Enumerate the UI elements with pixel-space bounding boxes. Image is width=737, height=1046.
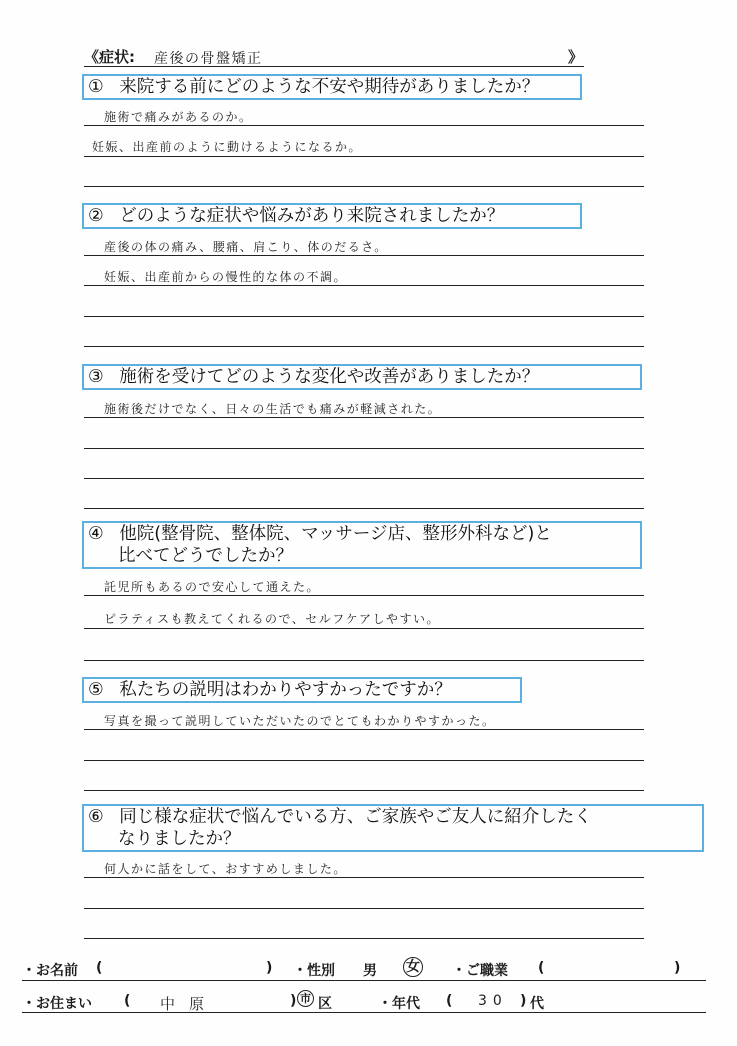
name-label: ・お名前	[22, 963, 78, 979]
answer-line: 妊娠、出産前のように動けるようになるか。	[92, 140, 363, 154]
answer-line: 妊娠、出産前からの慢性的な体の不調。	[104, 270, 348, 284]
question-2	[88, 205, 504, 227]
job-open: (	[538, 960, 545, 976]
question-text: どのような症状や悩みがあり来院されましたか？	[119, 206, 505, 226]
question-4	[88, 523, 552, 545]
gender-female	[403, 957, 423, 977]
question-text: 来院する前にどのような不安や期待がありましたか？	[119, 77, 540, 97]
address-close: )	[290, 993, 297, 1009]
address-value: 中原	[160, 995, 219, 1013]
answer-line: 写真を撮って説明していただいたのでとてもわかりやすかった。	[104, 714, 496, 728]
footer-rule-2	[22, 1012, 706, 1013]
question-number: ①	[88, 77, 104, 97]
ward-city-circle: 市	[297, 990, 314, 1007]
question-6	[88, 806, 592, 828]
rule	[84, 316, 644, 317]
symptom-header	[84, 44, 584, 66]
rule	[84, 125, 644, 126]
name-close: )	[266, 960, 273, 976]
gender-male: 男	[363, 963, 377, 979]
rule	[84, 255, 644, 256]
rule	[84, 760, 644, 761]
rule	[84, 346, 644, 347]
age-suffix: 代	[530, 996, 544, 1012]
rule	[84, 417, 644, 418]
rule	[84, 908, 644, 909]
rule	[84, 790, 644, 791]
age-close: )	[520, 993, 527, 1009]
question-4-line-2: 比べてどうでしたか？	[118, 546, 293, 566]
question-number: ②	[88, 206, 104, 226]
rule	[84, 448, 644, 449]
question-3	[88, 366, 539, 388]
question-5	[88, 679, 452, 701]
rule	[84, 729, 644, 730]
rule	[84, 938, 644, 939]
rule	[84, 877, 644, 878]
question-number: ⑤	[88, 680, 104, 700]
ward-city	[297, 990, 314, 1007]
answer-line: 託児所もあるので安心して通えた。	[104, 580, 321, 594]
question-number: ③	[88, 367, 104, 387]
rule	[84, 186, 644, 187]
symptom-header-open: 《症状:	[84, 48, 135, 66]
address-label: ・お住まい	[22, 996, 92, 1012]
rule	[84, 478, 644, 479]
question-number: ④	[88, 524, 104, 544]
gender-label: ・性別	[293, 963, 335, 979]
answer-line: 施術後だけでなく、日々の生活でも痛みが軽減された。	[104, 402, 442, 416]
question-number: ⑥	[88, 807, 104, 827]
question-6-line-2: なりましたか？	[118, 829, 241, 849]
name-open: (	[96, 960, 103, 976]
ward-ku: 区	[318, 996, 332, 1012]
rule	[84, 508, 644, 509]
rule	[84, 595, 644, 596]
age-open: (	[446, 993, 453, 1009]
rule	[84, 285, 644, 286]
job-label: ・ご職業	[452, 963, 508, 979]
answer-line: 施術で痛みがあるのか。	[104, 110, 253, 124]
gender-female-circle: 女	[403, 957, 423, 977]
rule	[84, 660, 644, 661]
question-text: 私たちの説明はわかりやすかったですか？	[119, 680, 452, 700]
rule	[84, 156, 644, 157]
header-underline	[84, 66, 584, 67]
answer-line: ピラティスも教えてくれるので、セルフケアしやすい。	[104, 612, 440, 626]
age-label: ・年代	[378, 996, 420, 1012]
question-text: 同じ様な症状で悩んでいる方、ご家族やご友人に紹介したく	[119, 807, 592, 827]
question-text: 他院(整骨院、整体院、マッサージ店、整形外科など)と	[119, 524, 552, 544]
question-text: 施術を受けてどのような変化や改善がありましたか？	[119, 367, 540, 387]
symptom-header-close: 》	[568, 48, 584, 66]
age-value: 30	[478, 993, 508, 1009]
symptom-value: 産後の骨盤矯正	[154, 51, 263, 67]
answer-line: 何人かに話をして、おすすめしました。	[104, 862, 347, 876]
address-open: (	[124, 993, 131, 1009]
job-close: )	[674, 960, 681, 976]
rule	[84, 628, 644, 629]
answer-line: 産後の体の痛み、腰痛、肩こり、体のだるさ。	[104, 240, 388, 254]
question-1	[88, 76, 539, 98]
footer-rule-1	[22, 980, 706, 981]
